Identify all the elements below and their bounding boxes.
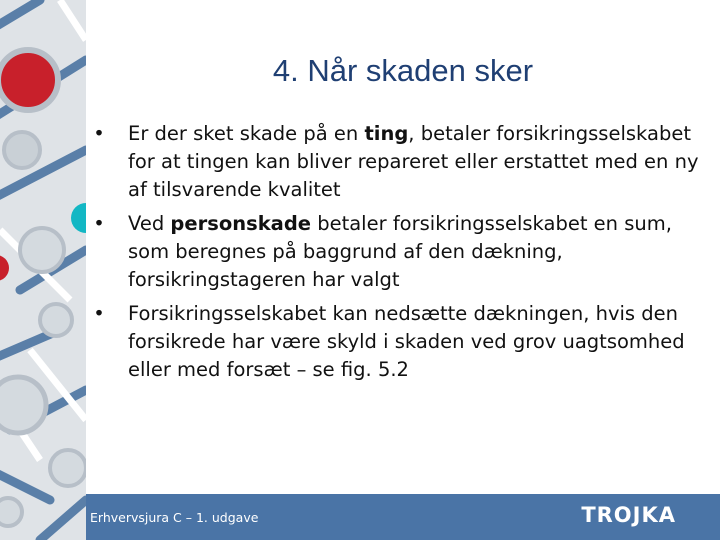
bullet-marker: • xyxy=(93,302,105,325)
bullet-text: Er der sket skade på en xyxy=(128,122,365,145)
bullet-text: , betaler forsikringsselskabet for at tingen kan bliver repareret eller erstattet med en ny af tilsvarende kvalitet xyxy=(128,122,699,201)
slide-title: 4. Når skaden sker xyxy=(272,53,534,88)
bullet-item xyxy=(86,210,716,294)
red-circle-icon xyxy=(0,50,58,110)
bullet-text: Ved xyxy=(128,212,171,235)
decorative-pattern xyxy=(0,0,86,540)
bullet-list xyxy=(86,120,716,390)
bullet-text: Forsikringsselskabet kan nedsætte dækningen, hvis den forsikrede har være skyld i skaden ved grov uagtsomhed eller med forsæt – se fig. 5.2 xyxy=(128,302,685,381)
bullet-item xyxy=(86,300,716,384)
bullet-marker: • xyxy=(93,122,105,145)
bullet-emphasis: personskade xyxy=(170,212,312,235)
bullet-text: betaler forsikringsselskabet en sum, som beregnes på baggrund af den dækning, forsikringstageren har valgt xyxy=(128,212,672,291)
bullet-emphasis: ting xyxy=(364,122,409,145)
footer-bar xyxy=(86,494,720,540)
decorative-sidebar xyxy=(0,0,86,540)
trojka-logo: TROJKA xyxy=(581,503,676,527)
footer-text: Erhvervsjura C – 1. udgave xyxy=(90,510,259,525)
bullet-item xyxy=(86,120,716,204)
bullet-marker: • xyxy=(93,212,105,235)
